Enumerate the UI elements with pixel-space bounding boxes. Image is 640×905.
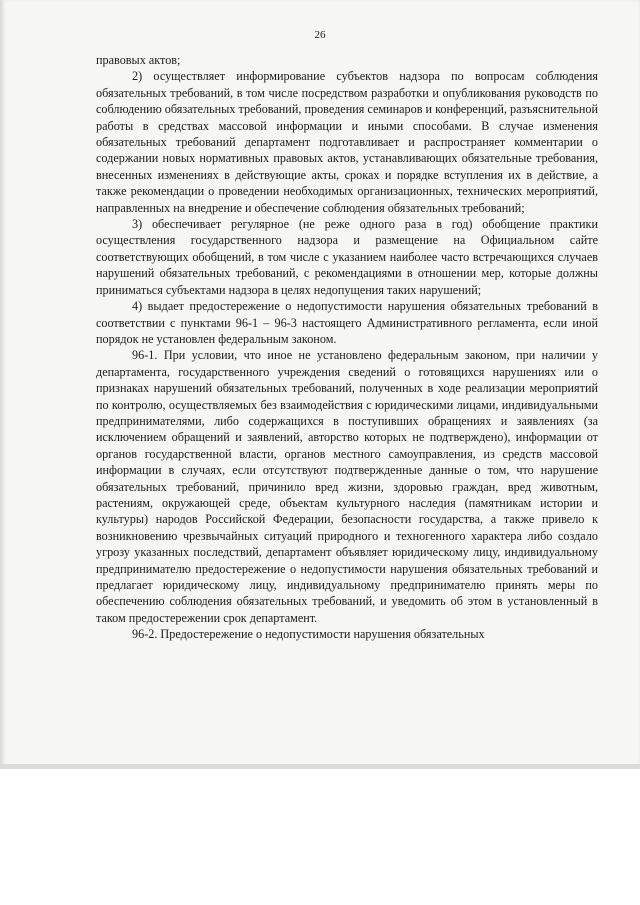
paragraph-continuation: правовых актов; [96,53,181,67]
paragraph-item-2: 2) осуществляет информирование субъектов надзора по вопросам соблюдения обязательных требований, в том числе посредством разработки и опубликования руководств по соблюдению обязательных требований, проведения семинаров и конференций, разъяснительной работы в средствах массовой информации и иными способами. В случае изменения обязательных требований департамент подготавливает и распространяет комментарии о содержании новых нормативных правовых актов, устанавливающих обязательные требования, внесенных изменениях в действующие акты, сроках и порядке вступления их в действие, а также рекомендации о проведении необходимых организационных, технических мероприятий, направленных на внедрение и обеспечение соблюдения обязательных требований; [96,69,598,215]
paragraph-96-1: 96-1. При условии, что иное не установлено федеральным законом, при наличии у департамента, государственного учреждения сведений о готовящихся нарушениях или о признаках нарушений обязательных требований, полученных в ходе реализации мероприятий по контролю, осуществляемых без взаимодействия с юридическими лицами, индивидуальными предпринимателями, либо содержащихся в поступивших обращениях и заявлениях (за исключением обращений и заявлений, авторство которых не подтверждено), информации от органов государственной власти, органов местного самоуправления, из средств массовой информации в случаях, если отсутствуют подтвержденные данные о том, что нарушение обязательных требований, причинило вред жизни, здоровью граждан, вред животным, растениям, окружающей среде, объектам культурного наследия (памятникам истории и культуры) народов Российской Федерации, безопасности государства, а также привело к возникновению чрезвычайных ситуаций природного и техногенного характера либо создало угрозу указанных последствий, департамент объявляет юридическому лицу, индивидуальному предпринимателю предостережение о недопустимости нарушения обязательных требований и предлагает юридическому лицу, индивидуальному предпринимателю принять меры по обеспечению соблюдения обязательных требований, и уведомить об этом в установленный в таком предостережении срок департамент. [96,348,598,625]
document-body [96,52,598,643]
paragraph-item-4: 4) выдает предостережение о недопустимости нарушения обязательных требований в соответствии с пунктами 96-1 – 96-3 настоящего Административного регламента, если иной порядок не установлен федеральным законом. [96,299,598,346]
page-number: 26 [314,29,326,41]
scan-bottom-edge [0,764,640,769]
scan-shadow-left [0,0,6,768]
paragraph-item-3: 3) обеспечивает регулярное (не реже одного раза в год) обобщение практики осуществления государственного надзора и размещение на Официальном сайте соответствующих обобщений, в том числе с указанием наиболее часто встречающихся случаев нарушений обязательных требований, с рекомендациями в отношении мер, которые должны приниматься субъектами надзора в целях недопущения таких нарушений; [96,217,598,297]
paragraph-96-2: 96-2. Предостережение о недопустимости нарушения обязательных [132,627,485,642]
